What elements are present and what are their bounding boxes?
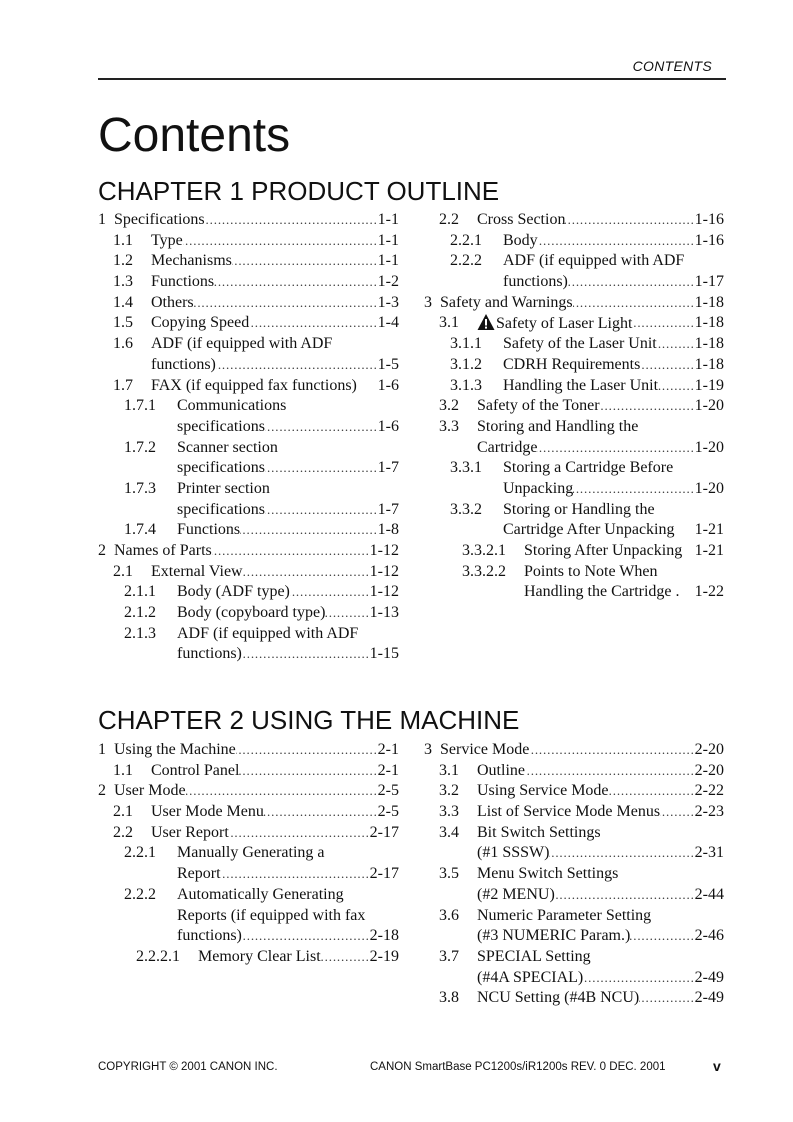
- toc-entry[interactable]: [98, 438, 399, 459]
- toc-entry-page: 2-17: [368, 823, 399, 844]
- dot-leader: [239, 761, 375, 782]
- dot-leader: [236, 740, 376, 761]
- chapter-2-toc-right-column: [424, 740, 724, 1009]
- toc-entry-page: 1-17: [693, 272, 724, 293]
- toc-entry[interactable]: [98, 906, 399, 927]
- toc-entry-title: Functions: [177, 521, 241, 539]
- toc-entry-page: 2-20: [693, 761, 724, 782]
- toc-entry-page: 1-12: [368, 562, 399, 583]
- toc-entry-title: Report: [177, 865, 221, 883]
- toc-entry[interactable]: [424, 740, 724, 761]
- toc-entry-number: 3: [424, 293, 432, 311]
- toc-entry[interactable]: [424, 541, 724, 562]
- footer-edition: CANON SmartBase PC1200s/iR1200s REV. 0 DEC. 2001: [370, 1061, 666, 1073]
- toc-entry-title: User Mode: [114, 782, 186, 800]
- toc-entry-number: 3.3: [439, 417, 459, 435]
- toc-entry-title: Safety of the Toner: [477, 397, 600, 415]
- toc-entry-number: 2.2.2: [450, 252, 482, 270]
- toc-entry[interactable]: [424, 843, 724, 864]
- toc-entry[interactable]: [424, 417, 724, 438]
- dot-leader: [214, 272, 376, 293]
- dot-leader: [600, 396, 693, 417]
- toc-entry-number: 1.3: [113, 273, 133, 291]
- toc-entry-title: Handling the Laser Unit: [503, 376, 659, 394]
- toc-entry-number: 3.2: [439, 782, 459, 800]
- dot-leader: [194, 293, 376, 314]
- toc-entry[interactable]: [424, 210, 724, 231]
- toc-entry-page: 1-16: [693, 231, 724, 252]
- toc-entry-title: Numeric Parameter Setting: [477, 906, 652, 924]
- toc-entry-title: External View: [151, 562, 243, 580]
- toc-entry-number: 2.1: [113, 803, 133, 821]
- toc-entry-page: 1-16: [693, 210, 724, 231]
- toc-entry-title: Cross Section: [477, 211, 566, 228]
- chapter-2-toc-left-column: [98, 740, 399, 968]
- toc-entry[interactable]: [98, 520, 399, 541]
- toc-entry[interactable]: [98, 740, 399, 761]
- toc-entry-title: CDRH Requirements: [503, 355, 641, 373]
- dot-leader: [639, 988, 692, 1009]
- toc-entry-title: functions): [151, 355, 216, 373]
- toc-entry-page: 2-31: [693, 843, 724, 864]
- toc-entry[interactable]: [424, 968, 724, 989]
- toc-entry-title: User Report: [151, 823, 229, 841]
- toc-entry-title: Cartridge: [477, 438, 538, 456]
- toc-entry-title: (#2 MENU): [477, 885, 555, 903]
- dot-leader: [242, 926, 368, 947]
- dot-leader: [573, 293, 693, 314]
- toc-entry-page: 1-12: [368, 541, 399, 562]
- toc-entry-number: 2.1.2: [124, 604, 156, 622]
- toc-entry-page: 2-20: [693, 740, 724, 761]
- toc-entry-title: specifications: [177, 417, 265, 435]
- toc-entry[interactable]: [424, 520, 724, 541]
- toc-entry-title: Automatically Generating: [177, 885, 344, 903]
- toc-entry-page: 2-17: [368, 864, 399, 885]
- toc-entry[interactable]: [98, 231, 399, 252]
- toc-entry-title: Using the Machine: [114, 741, 236, 758]
- toc-entry[interactable]: [98, 458, 399, 479]
- toc-entry-title: Body (copyboard type): [177, 604, 326, 622]
- toc-entry[interactable]: [424, 988, 724, 1009]
- dot-leader: [183, 231, 376, 252]
- toc-entry-number: 3.1.3: [450, 376, 482, 394]
- toc-entry-number: 1.4: [113, 293, 133, 311]
- toc-entry-number: 3.3.2: [450, 500, 482, 518]
- toc-entry-title: Unpacking: [503, 479, 574, 497]
- toc-entry-number: 2.1.1: [124, 583, 156, 601]
- toc-entry[interactable]: [98, 582, 399, 603]
- toc-entry-page: 1-22: [693, 582, 724, 603]
- toc-entry-page: 1-7: [376, 500, 399, 521]
- toc-entry-title: Printer section: [177, 479, 270, 497]
- toc-entry-page: 2-1: [376, 761, 399, 782]
- toc-entry-title: Others: [151, 293, 194, 311]
- toc-entry[interactable]: [424, 947, 724, 968]
- toc-entry[interactable]: [424, 376, 724, 397]
- toc-entry[interactable]: [424, 458, 724, 479]
- toc-entry-title: Control Panel: [151, 761, 240, 779]
- toc-entry-title: ADF (if equipped with ADF: [503, 252, 685, 270]
- toc-entry-title: functions): [177, 927, 242, 945]
- toc-entry[interactable]: [424, 562, 724, 583]
- dot-leader: [242, 644, 368, 665]
- warning-icon: [477, 313, 495, 331]
- toc-entry[interactable]: [98, 761, 399, 782]
- toc-entry[interactable]: [424, 802, 724, 823]
- dot-leader: [657, 334, 693, 355]
- toc-entry-title: FAX (if equipped fax functions): [151, 376, 357, 394]
- toc-entry[interactable]: [98, 603, 399, 624]
- dot-leader: [549, 843, 692, 864]
- toc-entry[interactable]: [98, 396, 399, 417]
- toc-entry-page: 1-13: [368, 603, 399, 624]
- toc-entry-page: 2-23: [693, 802, 724, 823]
- toc-entry-title: Bit Switch Settings: [477, 823, 601, 841]
- dot-leader: [264, 802, 376, 823]
- toc-entry[interactable]: [98, 864, 399, 885]
- chapter-1-toc-left-column: [98, 210, 399, 665]
- dot-leader: [529, 740, 692, 761]
- toc-entry[interactable]: [424, 885, 724, 906]
- toc-entry[interactable]: [98, 355, 399, 376]
- toc-entry-page: 1-18: [693, 334, 724, 355]
- toc-entry-title: Handling the Cartridge .: [524, 583, 680, 601]
- toc-entry-title: Body (ADF type): [177, 583, 290, 601]
- toc-entry-number: 2: [98, 542, 106, 559]
- toc-entry-number: 1.1: [113, 761, 133, 779]
- toc-entry-title: specifications: [177, 500, 265, 518]
- toc-entry-number: 2.1.3: [124, 624, 156, 642]
- toc-entry[interactable]: [98, 781, 399, 802]
- toc-entry-number: 1.1: [113, 231, 133, 249]
- toc-entry-number: 1: [98, 741, 106, 758]
- dot-leader: [630, 926, 692, 947]
- toc-entry-page: 1-20: [693, 438, 724, 459]
- toc-entry-number: 3.1.2: [450, 355, 482, 373]
- toc-entry-title: Type: [151, 231, 183, 249]
- toc-entry-title: ADF (if equipped with ADF: [177, 624, 359, 642]
- toc-entry[interactable]: [424, 293, 724, 314]
- toc-entry-number: 3: [424, 741, 432, 758]
- toc-entry-page: 1-7: [376, 458, 399, 479]
- dot-leader: [240, 520, 376, 541]
- toc-entry[interactable]: [424, 906, 724, 927]
- toc-entry-title: Menu Switch Settings: [477, 865, 619, 883]
- toc-entry-page: 2-1: [376, 740, 399, 761]
- toc-entry-page: 1-12: [368, 582, 399, 603]
- dot-leader: [583, 968, 692, 989]
- toc-entry-page: 1-19: [693, 376, 724, 397]
- toc-entry-page: 2-46: [693, 926, 724, 947]
- toc-entry-number: 1.6: [113, 335, 133, 353]
- dot-leader: [537, 438, 692, 459]
- toc-entry[interactable]: [98, 334, 399, 355]
- dot-leader: [186, 781, 376, 802]
- toc-entry-title: Communications: [177, 397, 287, 415]
- toc-entry-page: 2-18: [368, 926, 399, 947]
- toc-entry[interactable]: [424, 479, 724, 500]
- dot-leader: [632, 313, 692, 335]
- toc-entry-number: 3.3: [439, 803, 459, 821]
- toc-entry[interactable]: [98, 802, 399, 823]
- chapter-2-heading: CHAPTER 2 USING THE MACHINE: [98, 705, 520, 735]
- toc-entry-page: 1-21: [693, 541, 724, 562]
- toc-entry[interactable]: [98, 210, 399, 231]
- toc-entry-number: 3.7: [439, 947, 459, 965]
- toc-entry-page: 1-15: [368, 644, 399, 665]
- toc-entry-title: Body: [503, 231, 538, 249]
- toc-entry[interactable]: [98, 644, 399, 665]
- dot-leader: [658, 376, 693, 397]
- toc-entry-number: 3.2: [439, 397, 459, 415]
- toc-entry[interactable]: [98, 500, 399, 521]
- toc-entry-title: Points to Note When: [524, 562, 658, 580]
- toc-entry[interactable]: [98, 479, 399, 500]
- toc-entry[interactable]: [424, 313, 724, 334]
- dot-leader: [660, 802, 693, 823]
- dot-leader: [538, 231, 693, 252]
- toc-entry[interactable]: [98, 624, 399, 645]
- dot-leader: [609, 781, 693, 802]
- chapter-1-toc-right-column: [424, 210, 724, 603]
- dot-leader: [205, 210, 376, 231]
- toc-entry-page: 1-18: [693, 313, 724, 335]
- toc-entry-number: 3.8: [439, 989, 459, 1007]
- toc-entry[interactable]: [424, 864, 724, 885]
- page-title: Contents: [98, 109, 291, 162]
- toc-entry-number: 3.6: [439, 906, 459, 924]
- toc-entry[interactable]: [424, 355, 724, 376]
- toc-entry-page: 1-5: [376, 355, 399, 376]
- toc-entry-number: 2.1: [113, 562, 133, 580]
- toc-entry-title: Storing a Cartridge Before: [503, 459, 674, 477]
- dot-leader: [321, 947, 368, 968]
- dot-leader: [565, 210, 692, 231]
- toc-entry-title: Mechanisms: [151, 252, 232, 270]
- toc-entry[interactable]: [98, 947, 399, 968]
- toc-entry-title: Manually Generating a: [177, 844, 325, 862]
- dot-leader: [573, 479, 692, 500]
- toc-entry[interactable]: [424, 231, 724, 252]
- toc-entry-title: Copying Speed: [151, 314, 250, 332]
- toc-entry-page: 1-2: [376, 272, 399, 293]
- toc-entry-title: Storing After Unpacking: [524, 542, 683, 559]
- toc-entry[interactable]: [98, 823, 399, 844]
- toc-entry-number: 2.2.2.1: [136, 947, 180, 965]
- toc-entry-number: 2.2.1: [450, 231, 482, 249]
- toc-entry-number: 2.2.2: [124, 885, 156, 903]
- toc-entry-number: 3.3.2.2: [462, 562, 506, 580]
- toc-entry-title: Using Service Mode: [477, 782, 609, 800]
- toc-entry-page: 1-1: [376, 251, 399, 272]
- toc-entry[interactable]: [98, 562, 399, 583]
- toc-entry-number: 2.2: [113, 823, 133, 841]
- toc-entry-title: User Mode Menu: [151, 803, 264, 821]
- toc-entry[interactable]: [98, 843, 399, 864]
- toc-entry-title: (#4A SPECIAL): [477, 968, 584, 986]
- toc-entry-number: 1.7.1: [124, 397, 156, 415]
- toc-entry-page: 1-3: [376, 293, 399, 314]
- running-header: [98, 56, 726, 80]
- dot-leader: [325, 603, 367, 624]
- toc-entry-page: 2-49: [693, 988, 724, 1009]
- toc-entry-page: 1-18: [693, 293, 724, 314]
- toc-entry-page: 2-49: [693, 968, 724, 989]
- toc-entry[interactable]: [424, 272, 724, 293]
- dot-leader: [555, 885, 693, 906]
- toc-entry-title: Storing or Handling the: [503, 500, 655, 518]
- dot-leader: [243, 562, 368, 583]
- toc-entry[interactable]: [424, 781, 724, 802]
- toc-entry[interactable]: [424, 500, 724, 521]
- toc-entry[interactable]: [424, 334, 724, 355]
- toc-entry-page: 1-6: [376, 417, 399, 438]
- toc-entry-page: 1-4: [376, 313, 399, 334]
- toc-entry-title: Outline: [477, 761, 525, 779]
- toc-entry-page: 1-1: [376, 231, 399, 252]
- toc-entry-title: Functions: [151, 273, 215, 291]
- toc-entry-number: 1.5: [113, 314, 133, 332]
- toc-entry-title: functions): [177, 645, 242, 663]
- toc-entry[interactable]: [98, 417, 399, 438]
- dot-leader: [212, 541, 368, 562]
- toc-entry-title: SPECIAL Setting: [477, 947, 591, 965]
- toc-entry[interactable]: [98, 376, 399, 397]
- toc-entry-title: Safety and Warnings: [440, 293, 573, 311]
- toc-entry-number: 1.2: [113, 252, 133, 270]
- toc-entry-page: 1-18: [693, 355, 724, 376]
- toc-entry[interactable]: [98, 885, 399, 906]
- toc-entry[interactable]: [98, 272, 399, 293]
- running-header-label: CONTENTS: [632, 58, 712, 74]
- toc-entry[interactable]: [98, 313, 399, 334]
- toc-entry[interactable]: [424, 582, 724, 603]
- dot-leader: [221, 864, 368, 885]
- toc-entry-title: Cartridge After Unpacking: [503, 521, 675, 539]
- dot-leader: [265, 500, 376, 521]
- toc-entry-title: (#1 SSSW): [477, 844, 550, 862]
- toc-entry[interactable]: [424, 438, 724, 459]
- chapter-1-heading: CHAPTER 1 PRODUCT OUTLINE: [98, 176, 500, 206]
- toc-entry-page: 1-1: [376, 210, 399, 231]
- toc-entry-page: 2-19: [368, 947, 399, 968]
- toc-entry-number: 3.3.2.1: [462, 542, 506, 559]
- toc-entry[interactable]: [424, 396, 724, 417]
- dot-leader: [229, 823, 368, 844]
- toc-entry-number: 3.1.1: [450, 335, 482, 353]
- dot-leader: [265, 417, 376, 438]
- toc-entry-number: 2.2: [439, 211, 459, 228]
- page-number: v: [713, 1058, 721, 1074]
- dot-leader: [568, 272, 693, 293]
- toc-entry[interactable]: [424, 926, 724, 947]
- toc-entry-number: 2: [98, 782, 106, 800]
- toc-entry-page: 1-21: [693, 520, 724, 541]
- toc-entry-number: 2.2.1: [124, 844, 156, 862]
- toc-entry[interactable]: [424, 251, 724, 272]
- toc-entry-title: specifications: [177, 459, 265, 477]
- toc-entry-title: Reports (if equipped with fax: [177, 906, 366, 924]
- toc-entry-title: Service Mode: [440, 741, 530, 758]
- dot-leader: [265, 458, 376, 479]
- toc-entry[interactable]: [98, 293, 399, 314]
- toc-entry[interactable]: [98, 251, 399, 272]
- toc-entry-page: 1-20: [693, 479, 724, 500]
- dot-leader: [216, 355, 376, 376]
- toc-entry-page: 1-6: [376, 376, 399, 397]
- toc-entry-title: Storing and Handling the: [477, 417, 639, 435]
- toc-entry-title: ADF (if equipped with ADF: [151, 335, 333, 353]
- toc-entry-page: 2-5: [376, 802, 399, 823]
- toc-entry[interactable]: [98, 541, 399, 562]
- toc-entry-title: List of Service Mode Menus: [477, 803, 661, 821]
- dot-leader: [525, 761, 693, 782]
- toc-entry-number: 1: [98, 211, 106, 228]
- toc-entry-number: 3.5: [439, 865, 459, 883]
- toc-entry-number: 1.7: [113, 376, 133, 394]
- toc-entry-title: Safety of Laser Light: [496, 315, 633, 333]
- footer-copyright: COPYRIGHT © 2001 CANON INC.: [98, 1061, 278, 1073]
- toc-entry-title: (#3 NUMERIC Param.): [477, 927, 631, 945]
- dot-leader: [640, 355, 692, 376]
- toc-entry-page: 2-5: [376, 781, 399, 802]
- toc-entry[interactable]: [98, 926, 399, 947]
- toc-entry-title: Specifications: [114, 211, 205, 228]
- toc-entry-title: functions): [503, 273, 568, 291]
- dot-leader: [249, 313, 375, 334]
- toc-entry[interactable]: [424, 761, 724, 782]
- toc-entry-number: 3.3.1: [450, 459, 482, 477]
- toc-entry-title: Safety of the Laser Unit: [503, 335, 657, 353]
- toc-entry-number: 3.1: [439, 314, 459, 332]
- toc-entry-page: 1-8: [376, 520, 399, 541]
- toc-entry-page: 1-20: [693, 396, 724, 417]
- toc-entry-title: Names of Parts: [114, 542, 212, 559]
- toc-entry[interactable]: [424, 823, 724, 844]
- dot-leader: [232, 251, 376, 272]
- toc-entry-page: 2-44: [693, 885, 724, 906]
- toc-entry-number: 1.7.4: [124, 521, 156, 539]
- toc-entry-title: NCU Setting (#4B NCU): [477, 989, 640, 1007]
- toc-entry-number: 3.1: [439, 761, 459, 779]
- toc-entry-title: Scanner section: [177, 438, 278, 456]
- toc-entry-number: 1.7.2: [124, 438, 156, 456]
- dot-leader: [290, 582, 368, 603]
- toc-entry-page: 2-22: [693, 781, 724, 802]
- toc-entry-number: 1.7.3: [124, 479, 156, 497]
- toc-entry-title: Memory Clear List: [198, 947, 321, 965]
- toc-entry-number: 3.4: [439, 823, 459, 841]
